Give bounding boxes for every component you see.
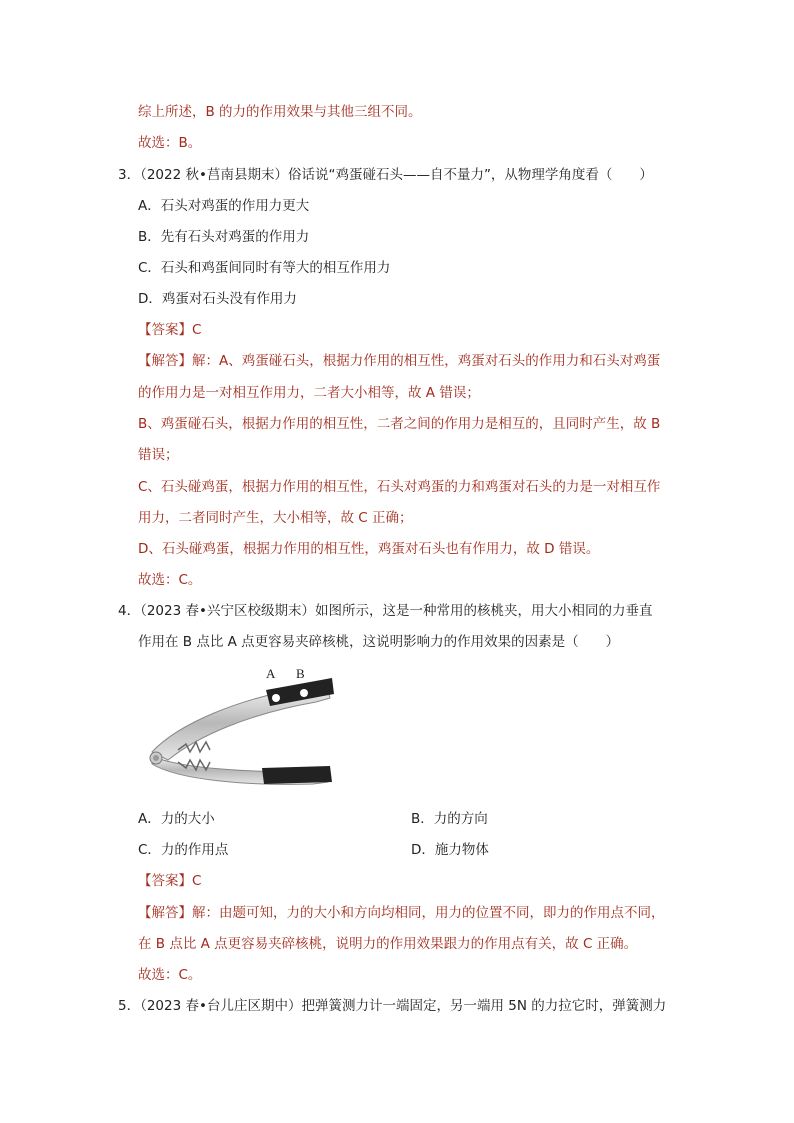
question-4-stem: 4．（2023 春•兴宁区校级期末）如图所示，这是一种常用的核桃夹，用大小相同的力垂直 — [118, 603, 653, 619]
question-3-stem: 3．（2022 秋•莒南县期末）俗话说“鸡蛋碰石头——自不量力”，从物理学角度看（ ） — [118, 167, 653, 183]
label-b: B — [296, 666, 305, 681]
option-d: D．施力物体 — [411, 842, 489, 858]
explanation-line: C、石头碰鸡蛋，根据力作用的相互性，石头对鸡蛋的力和鸡蛋对石头的力是一对相互作 — [138, 479, 661, 495]
text-line: 综上所述，B 的力的作用效果与其他三组不同。 — [138, 104, 422, 120]
selection-line: 故选：C。 — [138, 967, 202, 983]
question-5-stem: 5．（2023 春•台儿庄区期中）把弹簧测力计一端固定，另一端用 5N 的力拉它时，弹簧测力 — [118, 998, 667, 1014]
nutcracker-image — [138, 664, 338, 792]
explanation-line: 的作用力是一对相互作用力，二者大小相等，故 A 错误； — [138, 385, 480, 401]
question-4-stem-cont: 作用在 B 点比 A 点更容易夹碎核桃，这说明影响力的作用效果的因素是（ ） — [138, 634, 620, 650]
selection-line: 故选：C。 — [138, 572, 202, 588]
option-c: C．石头和鸡蛋间同时有等大的相互作用力 — [138, 260, 391, 276]
option-a: A．石头对鸡蛋的作用力更大 — [138, 198, 310, 214]
option-b: B．先有石头对鸡蛋的作用力 — [138, 229, 310, 245]
explanation-line: D、石头碰鸡蛋，根据力作用的相互性，鸡蛋对石头也有作用力，故 D 错误。 — [138, 541, 600, 557]
point-a-marker — [272, 694, 280, 702]
point-b-marker — [300, 689, 308, 697]
explanation-line: 用力，二者同时产生，大小相等，故 C 正确； — [138, 510, 413, 526]
answer-label: 【答案】C — [138, 322, 202, 338]
explanation-line: 在 B 点比 A 点更容易夹碎核桃，说明力的作用效果跟力的作用点有关，故 C 正确。 — [138, 936, 638, 952]
option-b: B．力的方向 — [411, 811, 488, 827]
text-line: 故选：B。 — [138, 135, 202, 151]
explanation-line: 错误； — [138, 447, 179, 463]
answer-label: 【答案】C — [138, 873, 202, 889]
explanation-line: 【解答】解：A、鸡蛋碰石头，根据力作用的相互性，鸡蛋对石头的作用力和石头对鸡蛋 — [138, 353, 661, 369]
explanation-line: B、鸡蛋碰石头，根据力作用的相互性，二者之间的作用力是相互的，且同时产生，故 B — [138, 416, 661, 432]
label-a: A — [266, 666, 276, 681]
explanation-line: 【解答】解：由题可知，力的大小和方向均相同，用力的位置不同，即力的作用点不同， — [138, 905, 665, 921]
option-a: A．力的大小 — [138, 811, 215, 827]
option-c: C．力的作用点 — [138, 842, 229, 858]
option-d: D．鸡蛋对石头没有作用力 — [138, 291, 297, 307]
